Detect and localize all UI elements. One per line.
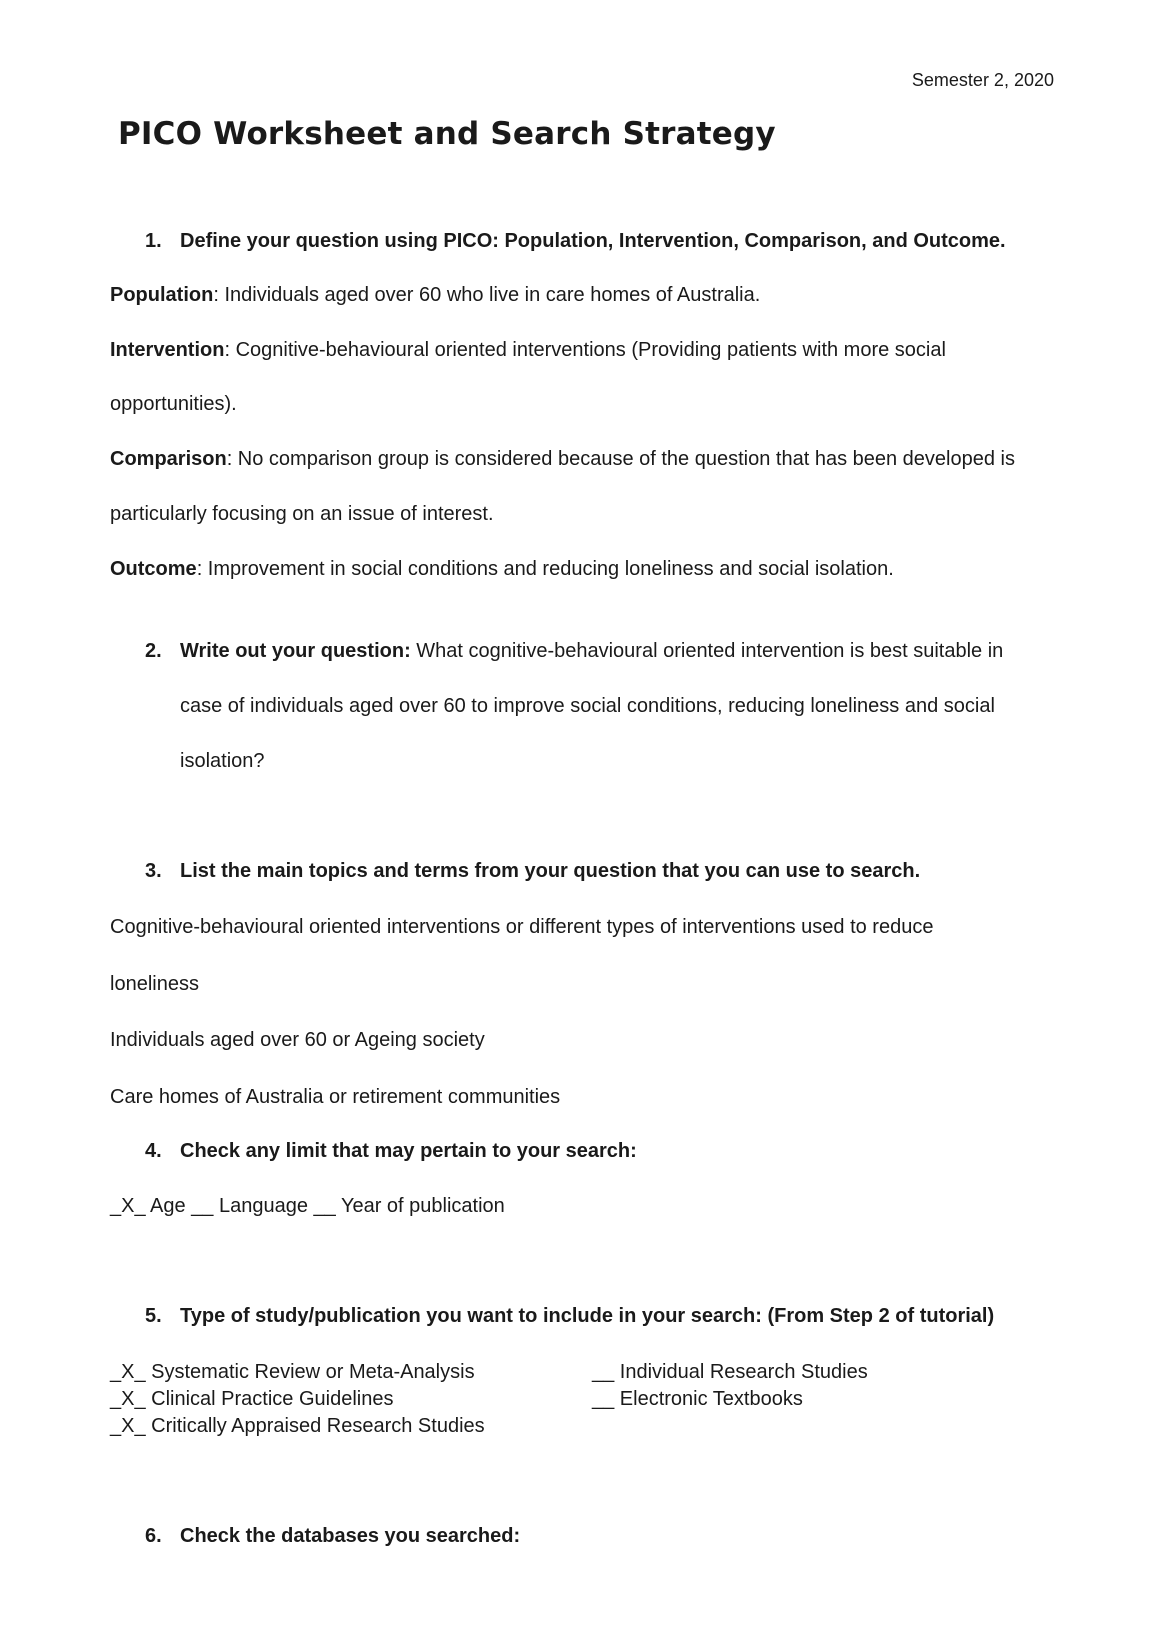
study-type-left-2: _X_ Clinical Practice Guidelines: [110, 1388, 394, 1410]
comparison-line-2: particularly focusing on an issue of interest.: [110, 503, 494, 525]
section-2-heading: Write out your question:: [180, 640, 411, 662]
search-term-line-2: loneliness: [110, 973, 199, 995]
semester-label: Semester 2, 2020: [911, 70, 1054, 90]
section-2-line-2: case of individuals aged over 60 to improve social conditions, reducing loneliness and social: [180, 695, 995, 717]
section-3-heading-text: List the main topics and terms from your question that you can use to search.: [180, 860, 921, 882]
comparison-label: Comparison: [110, 448, 227, 470]
population-label: Population: [110, 284, 214, 306]
search-limits: _X_ Age __ Language __ Year of publication: [110, 1195, 505, 1217]
study-type-right-2: __ Electronic Textbooks: [592, 1388, 803, 1410]
section-1-heading: [145, 227, 1006, 255]
section-2-line-1: [145, 637, 1003, 665]
page-title: PICO Worksheet and Search Strategy: [118, 116, 776, 152]
section-4-number: 4.: [145, 1140, 162, 1162]
intervention-line: [110, 336, 946, 364]
section-3-heading: [145, 857, 920, 885]
search-term-line-4: Care homes of Australia or retirement communities: [110, 1086, 561, 1108]
outcome-line: [110, 555, 894, 583]
section-5-heading-text: Type of study/publication you want to include in your search: (From Step 2 of tutorial): [180, 1305, 995, 1327]
search-term-line-1: Cognitive-behavioural oriented interventions or different types of interventions used to reduce: [110, 916, 934, 938]
section-4-heading: [145, 1137, 637, 1165]
intervention-text: : Cognitive-behavioural oriented interventions (Providing patients with more social: [224, 339, 946, 361]
study-type-right-1: __ Individual Research Studies: [592, 1361, 868, 1383]
outcome-label: Outcome: [110, 558, 197, 580]
section-6-number: 6.: [145, 1525, 162, 1547]
intervention-line-2: opportunities).: [110, 393, 237, 415]
section-1-number: 1.: [145, 230, 162, 252]
intervention-label: Intervention: [110, 339, 225, 361]
section-1-heading-text: Define your question using PICO: Population, Intervention, Comparison, and Outcome.: [180, 230, 1006, 252]
section-5-number: 5.: [145, 1305, 162, 1327]
study-type-left-3: _X_ Critically Appraised Research Studies: [110, 1415, 485, 1437]
outcome-text: : Improvement in social conditions and reducing loneliness and social isolation.: [196, 558, 894, 580]
section-2-line-3: isolation?: [180, 750, 265, 772]
section-4-heading-text: Check any limit that may pertain to your search:: [180, 1140, 637, 1162]
comparison-line: [110, 445, 1015, 473]
comparison-text: : No comparison group is considered because of the question that has been developed is: [226, 448, 1015, 470]
section-5-heading: [145, 1302, 994, 1330]
search-term-line-3: Individuals aged over 60 or Ageing society: [110, 1029, 485, 1051]
study-type-left-1: _X_ Systematic Review or Meta-Analysis: [110, 1361, 475, 1383]
population-text: : Individuals aged over 60 who live in care homes of Australia.: [213, 284, 761, 306]
section-2-number: 2.: [145, 640, 162, 662]
population-line: [110, 281, 760, 309]
section-2-text-1: What cognitive-behavioural oriented intervention is best suitable in: [410, 640, 1004, 662]
section-6-heading-text: Check the databases you searched:: [180, 1525, 521, 1547]
section-3-number: 3.: [145, 860, 162, 882]
section-6-heading: [145, 1522, 520, 1550]
